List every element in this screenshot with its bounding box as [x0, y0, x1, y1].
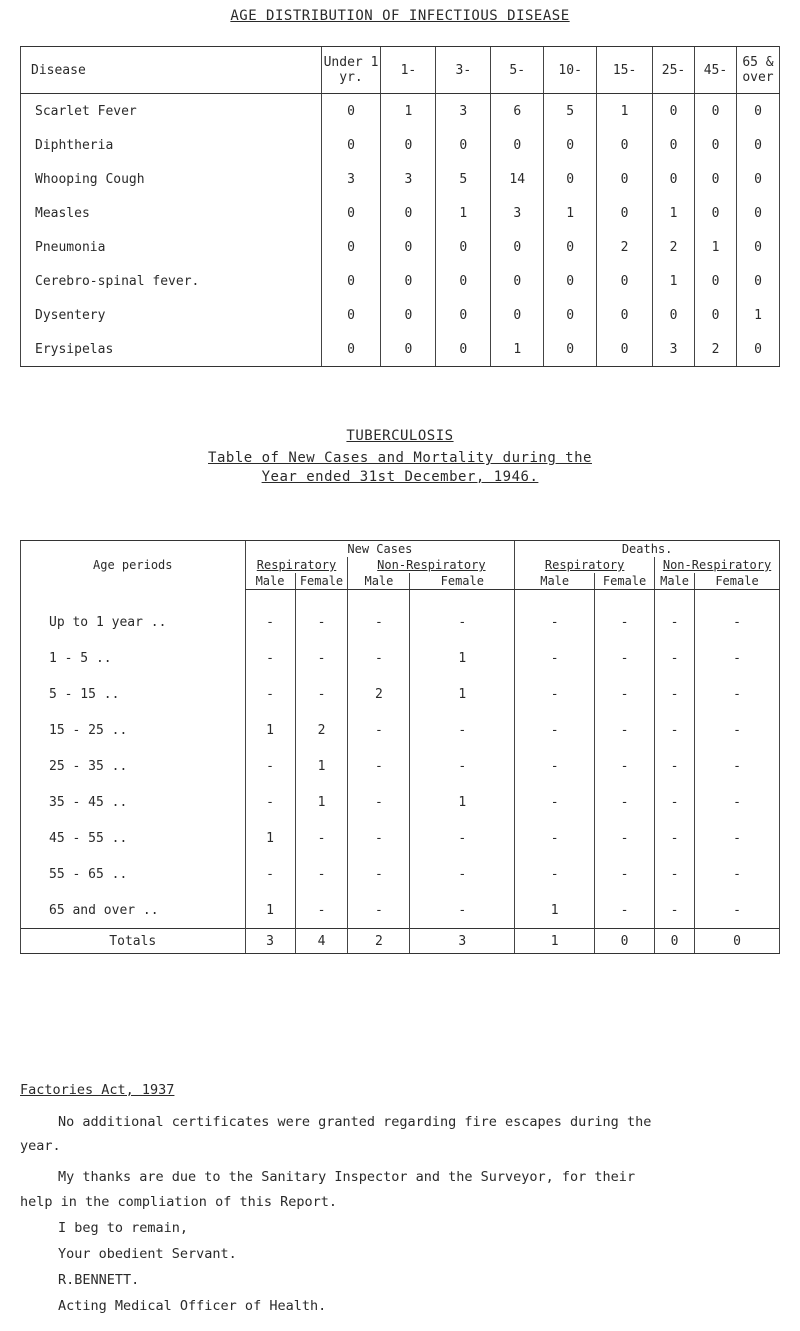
tb-count-cell: -	[595, 856, 655, 892]
infectious-disease-table	[20, 46, 780, 367]
disease-name: Cerebro-spinal fever.	[21, 264, 322, 298]
tb-count-cell: -	[655, 784, 695, 820]
age-periods-header: Age periods	[21, 541, 246, 590]
tb-count-cell: 1	[410, 640, 515, 676]
case-count-cell: 0	[653, 94, 695, 129]
table-header-row	[21, 47, 780, 94]
sex-header: Male	[515, 573, 595, 590]
case-count-cell: 0	[544, 230, 597, 264]
table-row	[21, 712, 780, 748]
case-count-cell: 0	[695, 162, 737, 196]
tb-count-cell: -	[655, 640, 695, 676]
total-cell: 2	[348, 929, 410, 954]
tb-count-cell: -	[295, 676, 348, 712]
total-cell: 0	[595, 929, 655, 954]
tb-count-cell: -	[348, 640, 410, 676]
tb-count-cell: -	[348, 784, 410, 820]
total-cell: 1	[515, 929, 595, 954]
age-period: 5 - 15 ..	[21, 676, 246, 712]
closing-line: I beg to remain,	[58, 1220, 189, 1236]
tb-count-cell: -	[595, 892, 655, 929]
tb-count-cell: 1	[245, 892, 295, 929]
respiratory-header: Respiratory	[245, 557, 348, 573]
table-row	[21, 604, 780, 640]
case-count-cell: 1	[436, 196, 491, 230]
tb-count-cell: -	[695, 676, 780, 712]
disease-name: Diphtheria	[21, 128, 322, 162]
spacer-cell	[515, 590, 595, 605]
sex-header: Female	[410, 573, 515, 590]
tb-count-cell: -	[595, 748, 655, 784]
tb-count-cell: -	[655, 604, 695, 640]
new-cases-header: New Cases	[245, 541, 515, 558]
table-row	[21, 264, 780, 298]
spacer-cell	[595, 590, 655, 605]
case-count-cell: 0	[597, 196, 653, 230]
case-count-cell: 0	[736, 264, 779, 298]
case-count-cell: 0	[491, 128, 544, 162]
case-count-cell: 5	[544, 94, 597, 129]
case-count-cell: 0	[321, 264, 381, 298]
table-row	[21, 298, 780, 332]
tuberculosis-subtitle-year: Year ended 31st December, 1946.	[261, 469, 539, 485]
spacer-row	[21, 590, 780, 605]
spacer-cell	[695, 590, 780, 605]
tb-count-cell: -	[515, 712, 595, 748]
case-count-cell: 0	[321, 94, 381, 129]
totals-label: Totals	[21, 929, 246, 954]
case-count-cell: 0	[544, 264, 597, 298]
case-count-cell: 0	[653, 162, 695, 196]
table-header-row	[21, 541, 780, 558]
case-count-cell: 3	[321, 162, 381, 196]
tb-count-cell: -	[245, 856, 295, 892]
case-count-cell: 0	[381, 264, 436, 298]
tb-count-cell: -	[595, 712, 655, 748]
disease-name: Scarlet Fever	[21, 94, 322, 129]
case-count-cell: 5	[436, 162, 491, 196]
tb-count-cell: -	[348, 604, 410, 640]
signature-title: Acting Medical Officer of Health.	[58, 1298, 327, 1314]
case-count-cell: 0	[544, 128, 597, 162]
sex-header: Female	[295, 573, 348, 590]
tb-count-cell: -	[245, 604, 295, 640]
tb-count-cell: -	[515, 784, 595, 820]
tb-count-cell: 2	[295, 712, 348, 748]
age-period: 35 - 45 ..	[21, 784, 246, 820]
column-header: 1-	[381, 47, 436, 94]
age-period: 15 - 25 ..	[21, 712, 246, 748]
case-count-cell: 0	[736, 196, 779, 230]
case-count-cell: 0	[436, 332, 491, 367]
table-row	[21, 640, 780, 676]
tb-count-cell: 2	[348, 676, 410, 712]
age-period: 65 and over ..	[21, 892, 246, 929]
case-count-cell: 3	[653, 332, 695, 367]
disease-name: Erysipelas	[21, 332, 322, 367]
tb-count-cell: -	[695, 892, 780, 929]
case-count-cell: 0	[597, 162, 653, 196]
tb-count-cell: -	[655, 712, 695, 748]
tb-count-cell: -	[595, 820, 655, 856]
tuberculosis-table	[20, 540, 780, 954]
case-count-cell: 0	[736, 332, 779, 367]
age-period: 55 - 65 ..	[21, 856, 246, 892]
case-count-cell: 2	[653, 230, 695, 264]
column-header: 3-	[436, 47, 491, 94]
tb-count-cell: -	[515, 820, 595, 856]
age-period: Up to 1 year ..	[21, 604, 246, 640]
case-count-cell: 1	[597, 94, 653, 129]
tb-count-cell: -	[695, 748, 780, 784]
table-row	[21, 128, 780, 162]
case-count-cell: 1	[491, 332, 544, 367]
case-count-cell: 0	[544, 298, 597, 332]
tb-count-cell: -	[410, 604, 515, 640]
tb-count-cell: -	[295, 820, 348, 856]
tb-count-cell: -	[410, 748, 515, 784]
case-count-cell: 0	[321, 230, 381, 264]
case-count-cell: 0	[695, 298, 737, 332]
case-count-cell: 1	[544, 196, 597, 230]
case-count-cell: 0	[381, 230, 436, 264]
case-count-cell: 0	[321, 196, 381, 230]
disease-name: Dysentery	[21, 298, 322, 332]
respiratory-header: Respiratory	[515, 557, 655, 573]
case-count-cell: 0	[695, 264, 737, 298]
case-count-cell: 1	[695, 230, 737, 264]
table-row	[21, 820, 780, 856]
deaths-header: Deaths.	[515, 541, 780, 558]
tb-count-cell: -	[410, 892, 515, 929]
case-count-cell: 0	[321, 332, 381, 367]
total-cell: 3	[410, 929, 515, 954]
tb-count-cell: -	[410, 856, 515, 892]
spacer-cell	[348, 590, 410, 605]
table-row	[21, 748, 780, 784]
signature-name: R.BENNETT.	[58, 1272, 140, 1288]
tb-count-cell: -	[695, 820, 780, 856]
table-row	[21, 332, 780, 367]
case-count-cell: 1	[653, 196, 695, 230]
tb-count-cell: -	[295, 856, 348, 892]
case-count-cell: 2	[597, 230, 653, 264]
table-row	[21, 94, 780, 129]
table-row	[21, 162, 780, 196]
factories-heading: Factories Act, 1937	[20, 1082, 175, 1098]
tb-count-cell: -	[348, 748, 410, 784]
case-count-cell: 1	[653, 264, 695, 298]
column-header: 45-	[695, 47, 737, 94]
tb-count-cell: -	[515, 640, 595, 676]
tb-count-cell: -	[515, 856, 595, 892]
case-count-cell: 0	[597, 332, 653, 367]
column-header: 65 & over	[736, 47, 779, 94]
tb-count-cell: -	[695, 604, 780, 640]
case-count-cell: 0	[491, 298, 544, 332]
case-count-cell: 3	[436, 94, 491, 129]
case-count-cell: 0	[544, 332, 597, 367]
total-cell: 0	[655, 929, 695, 954]
tb-count-cell: -	[655, 856, 695, 892]
tb-count-cell: -	[595, 676, 655, 712]
case-count-cell: 0	[597, 128, 653, 162]
tb-count-cell: -	[348, 856, 410, 892]
tb-count-cell: -	[655, 892, 695, 929]
case-count-cell: 0	[321, 128, 381, 162]
table-row	[21, 196, 780, 230]
case-count-cell: 0	[736, 162, 779, 196]
tb-count-cell: -	[348, 820, 410, 856]
spacer-cell	[410, 590, 515, 605]
case-count-cell: 0	[436, 128, 491, 162]
tuberculosis-subtitle: Table of New Cases and Mortality during the	[208, 450, 592, 466]
sex-header: Female	[695, 573, 780, 590]
table-row	[21, 892, 780, 929]
case-count-cell: 0	[381, 128, 436, 162]
case-count-cell: 0	[381, 298, 436, 332]
page-title: AGE DISTRIBUTION OF INFECTIOUS DISEASE	[230, 8, 570, 24]
disease-name: Pneumonia	[21, 230, 322, 264]
tb-count-cell: -	[695, 640, 780, 676]
case-count-cell: 2	[695, 332, 737, 367]
tb-count-cell: -	[245, 640, 295, 676]
case-count-cell: 0	[597, 298, 653, 332]
tb-count-cell: -	[295, 892, 348, 929]
column-header: 15-	[597, 47, 653, 94]
closing-line-servant: Your obedient Servant.	[58, 1246, 237, 1262]
non-respiratory-header: Non-Respiratory	[655, 557, 780, 573]
case-count-cell: 0	[436, 264, 491, 298]
total-cell: 4	[295, 929, 348, 954]
case-count-cell: 0	[321, 298, 381, 332]
tb-count-cell: 1	[410, 784, 515, 820]
tb-count-cell: 1	[295, 748, 348, 784]
table-row	[21, 856, 780, 892]
column-header: Under 1 yr.	[321, 47, 381, 94]
tb-count-cell: -	[595, 640, 655, 676]
tb-count-cell: -	[295, 640, 348, 676]
spacer-cell	[295, 590, 348, 605]
tb-count-cell: -	[655, 820, 695, 856]
case-count-cell: 0	[491, 264, 544, 298]
sex-header: Male	[245, 573, 295, 590]
column-header: 5-	[491, 47, 544, 94]
case-count-cell: 0	[736, 128, 779, 162]
tb-count-cell: 1	[515, 892, 595, 929]
thanks-paragraph: My thanks are due to the Sanitary Inspector and the Surveyor, for their	[58, 1169, 636, 1185]
tb-count-cell: -	[695, 784, 780, 820]
case-count-cell: 3	[491, 196, 544, 230]
case-count-cell: 0	[736, 230, 779, 264]
tb-count-cell: -	[410, 712, 515, 748]
tb-count-cell: 1	[245, 712, 295, 748]
age-period: 25 - 35 ..	[21, 748, 246, 784]
factories-paragraph: No additional certificates were granted regarding fire escapes during the	[58, 1114, 652, 1130]
column-header: Disease	[21, 47, 322, 94]
tuberculosis-heading: TUBERCULOSIS	[346, 428, 454, 444]
sex-header: Male	[655, 573, 695, 590]
tb-count-cell: -	[245, 676, 295, 712]
tb-count-cell: -	[348, 712, 410, 748]
tb-count-cell: 1	[245, 820, 295, 856]
tb-count-cell: -	[695, 712, 780, 748]
tb-count-cell: -	[348, 892, 410, 929]
case-count-cell: 0	[381, 196, 436, 230]
case-count-cell: 0	[436, 230, 491, 264]
case-count-cell: 0	[736, 94, 779, 129]
sex-header: Female	[595, 573, 655, 590]
tb-count-cell: -	[410, 820, 515, 856]
tb-count-cell: -	[695, 856, 780, 892]
column-header: 25-	[653, 47, 695, 94]
non-respiratory-header: Non-Respiratory	[348, 557, 515, 573]
tb-count-cell: 1	[295, 784, 348, 820]
case-count-cell: 0	[381, 332, 436, 367]
table-row	[21, 230, 780, 264]
case-count-cell: 0	[597, 264, 653, 298]
case-count-cell: 14	[491, 162, 544, 196]
tb-count-cell: -	[515, 748, 595, 784]
tb-count-cell: -	[295, 604, 348, 640]
tb-count-cell: -	[245, 784, 295, 820]
table-row	[21, 676, 780, 712]
age-period: 45 - 55 ..	[21, 820, 246, 856]
tb-count-cell: -	[655, 748, 695, 784]
sex-header: Male	[348, 573, 410, 590]
table-row	[21, 784, 780, 820]
case-count-cell: 6	[491, 94, 544, 129]
spacer-cell	[655, 590, 695, 605]
case-count-cell: 0	[695, 128, 737, 162]
case-count-cell: 0	[653, 128, 695, 162]
column-header: 10-	[544, 47, 597, 94]
tb-count-cell: -	[595, 604, 655, 640]
tb-count-cell: -	[595, 784, 655, 820]
case-count-cell: 1	[381, 94, 436, 129]
total-cell: 3	[245, 929, 295, 954]
spacer-cell	[21, 590, 246, 605]
spacer-cell	[245, 590, 295, 605]
thanks-paragraph-cont: help in the compliation of this Report.	[20, 1194, 337, 1210]
case-count-cell: 3	[381, 162, 436, 196]
tb-count-cell: -	[245, 748, 295, 784]
tb-count-cell: -	[515, 604, 595, 640]
tb-count-cell: 1	[410, 676, 515, 712]
disease-name: Whooping Cough	[21, 162, 322, 196]
case-count-cell: 0	[491, 230, 544, 264]
tb-count-cell: -	[655, 676, 695, 712]
case-count-cell: 0	[695, 94, 737, 129]
case-count-cell: 0	[653, 298, 695, 332]
totals-row	[21, 929, 780, 954]
case-count-cell: 0	[544, 162, 597, 196]
case-count-cell: 0	[436, 298, 491, 332]
disease-name: Measles	[21, 196, 322, 230]
age-period: 1 - 5 ..	[21, 640, 246, 676]
case-count-cell: 0	[695, 196, 737, 230]
factories-paragraph-cont: year.	[20, 1138, 61, 1154]
total-cell: 0	[695, 929, 780, 954]
tb-count-cell: -	[515, 676, 595, 712]
case-count-cell: 1	[736, 298, 779, 332]
